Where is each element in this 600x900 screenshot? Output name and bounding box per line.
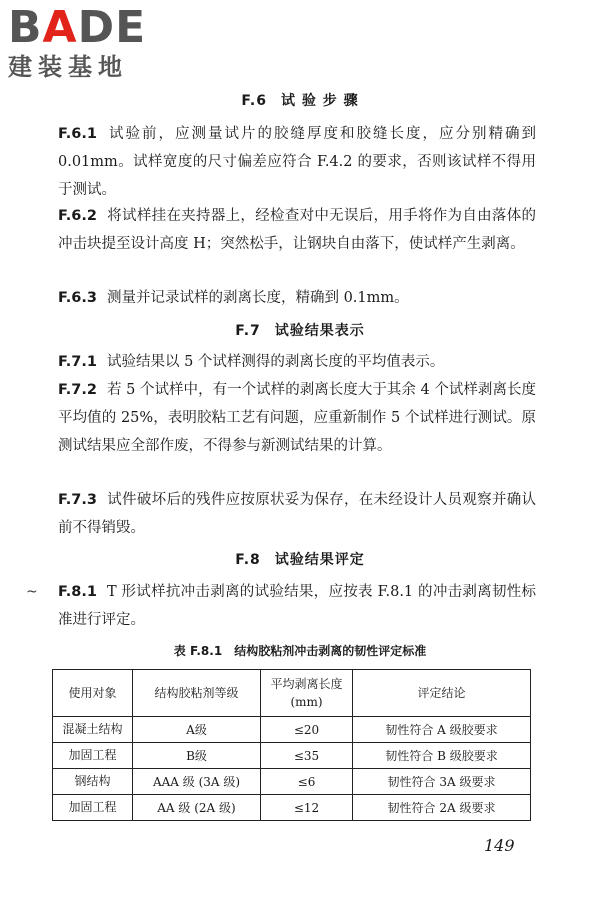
header-conclusion: 评定结论 (353, 670, 531, 717)
section-heading-f8: F.8 试验结果评定 (235, 552, 365, 568)
length-cell: ≤35 (261, 743, 353, 769)
table-row (53, 795, 531, 821)
clause-f6-2: F.6.2 将试样挂在夹持器上，经检查对中无误后，用手将作为自由落体的冲击块提至设计高度 H；突然松手，让钢块自由落下，使试样产生剥离。 (58, 208, 536, 252)
clause-f6-1: F.6.1 试验前，应测量试片的胶缝厚度和胶缝长度，应分别精确到 0.01mm。试样宽度的尺寸偏差应符合 F.4.2 的要求，否则该试样不得用于测试。 (58, 126, 536, 198)
table-row (53, 769, 531, 795)
bade-logo (8, 2, 183, 82)
section-heading-f7: F.7 试验结果表示 (235, 323, 365, 339)
header-object: 使用对象 (53, 670, 133, 717)
header-length: 平均剥离长度 (mm) (261, 670, 353, 717)
logo-subtitle: 建装基地 (8, 53, 128, 81)
length-cell: ≤12 (261, 795, 353, 821)
logo-wordmark: BADE (8, 2, 147, 53)
grade-cell: AA 级 (2A 级) (133, 795, 261, 821)
length-cell: ≤6 (261, 769, 353, 795)
clause-f8-1: F.8.1 T 形试样抗冲击剥离的试验结果，应按表 F.8.1 的冲击剥离韧性标准进行评定。 (58, 584, 536, 628)
page-number: 149 (484, 836, 515, 855)
table-row (53, 717, 531, 743)
conclusion-cell: 韧性符合 B 级胶要求 (353, 743, 531, 769)
conclusion-cell: 韧性符合 A 级胶要求 (353, 717, 531, 743)
grade-cell: B级 (133, 743, 261, 769)
length-cell: ≤20 (261, 717, 353, 743)
grade-cell: AAA 级 (3A 级) (133, 769, 261, 795)
clause-f6-3: F.6.3 测量并记录试样的剥离长度，精确到 0.1mm。 (58, 290, 409, 306)
margin-mark: ~ (26, 584, 38, 600)
object-cell: 加固工程 (53, 743, 133, 769)
clause-f7-1: F.7.1 试验结果以 5 个试样测得的剥离长度的平均值表示。 (58, 354, 445, 370)
clause-f7-2: F.7.2 若 5 个试样中，有一个试样的剥离长度大于其余 4 个试样剥离长度平均值的 25%，表明胶粘工艺有问题，应重新制作 5 个试样进行测试。原测试结果应全部作废，不得参与新测试结果的计算。 (58, 382, 536, 454)
toughness-criteria-table (52, 669, 531, 821)
object-cell: 混凝土结构 (53, 717, 133, 743)
clause-f7-3: F.7.3 试件破坏后的残件应按原状妥为保存，在未经设计人员观察并确认前不得销毁。 (58, 492, 536, 536)
object-cell: 加固工程 (53, 795, 133, 821)
section-heading-f6: F.6 试 验 步 骤 (241, 93, 359, 109)
conclusion-cell: 韧性符合 3A 级要求 (353, 769, 531, 795)
table-header-row (53, 670, 531, 717)
header-grade: 结构胶粘剂等级 (133, 670, 261, 717)
table-row (53, 743, 531, 769)
grade-cell: A级 (133, 717, 261, 743)
conclusion-cell: 韧性符合 2A 级要求 (353, 795, 531, 821)
table-caption: 表 F.8.1 结构胶粘剂冲击剥离的韧性评定标准 (173, 644, 427, 658)
object-cell: 钢结构 (53, 769, 133, 795)
